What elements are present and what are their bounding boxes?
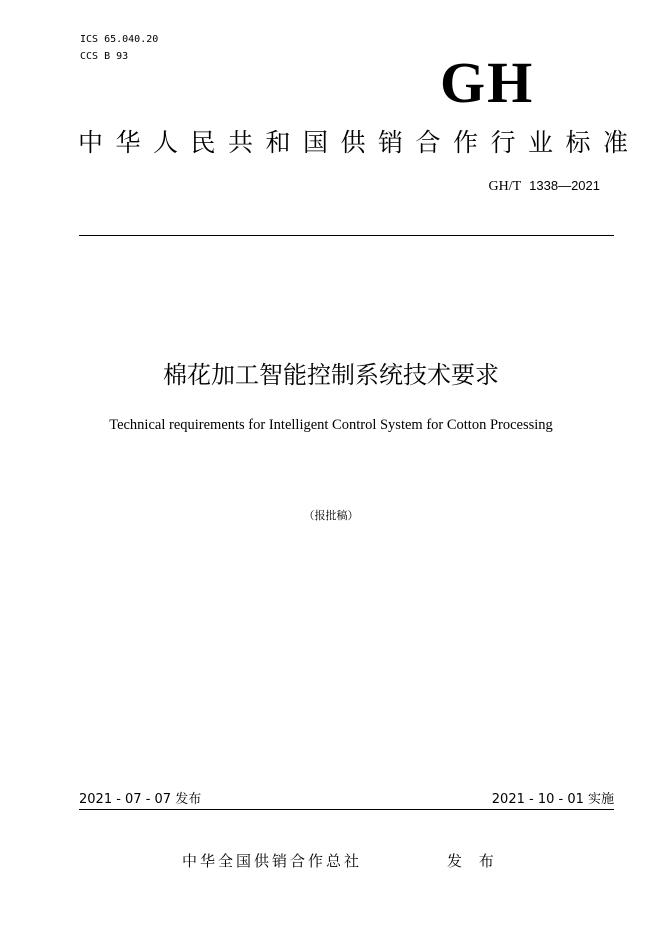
draft-status: （报批稿） <box>303 509 359 522</box>
issue-date: 2021 - 07 - 07 发布 <box>79 792 202 807</box>
ccs-code: CCS B 93 <box>80 51 129 62</box>
effective-date: 2021 - 10 - 01 实施 <box>491 792 614 807</box>
publish-label: 发 布 <box>447 852 500 870</box>
publisher-name: 中华全国供销合作总社 <box>182 852 363 870</box>
standard-number-prefix: GH/T <box>488 179 522 194</box>
document-title-english: Technical requirements for Intelligent Control System for Cotton Processing <box>109 417 553 433</box>
footer-divider <box>79 809 614 810</box>
standard-number <box>440 178 600 195</box>
header-divider <box>79 235 614 236</box>
document-title-chinese: 棉花加工智能控制系统技术要求 <box>163 361 499 389</box>
ics-code: ICS 65.040.20 <box>80 34 159 45</box>
standard-number-value: 1338—2021 <box>529 178 600 193</box>
standard-category-title: 中华人民共和国供销合作行业标准 <box>78 128 641 157</box>
gh-logo: GH <box>440 50 535 115</box>
